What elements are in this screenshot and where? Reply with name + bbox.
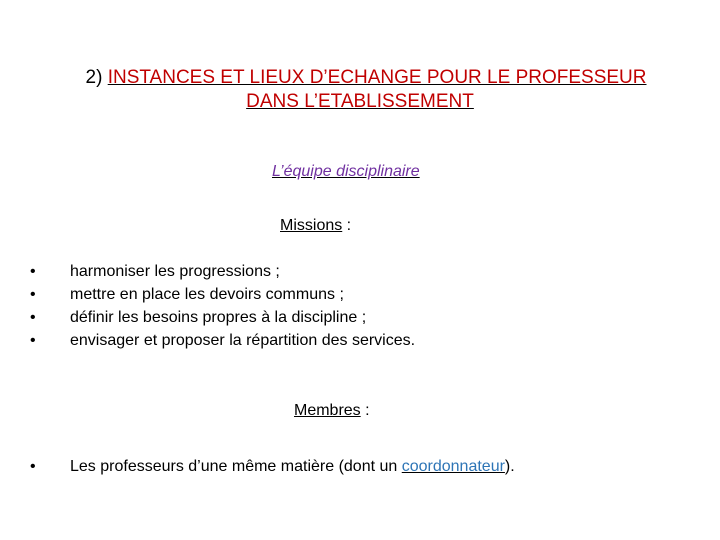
bullet-icon: •	[30, 332, 36, 349]
title-line-1	[0, 66, 720, 90]
missions-heading	[280, 217, 351, 235]
list-item	[30, 455, 515, 478]
coordonnateur-highlight: coordonnateur	[401, 458, 505, 475]
mission-text: mettre en place les devoirs communs ;	[70, 286, 344, 303]
bullet-icon: •	[30, 286, 36, 303]
mission-text: harmoniser les progressions ;	[70, 263, 280, 280]
member-text-prefix: Les professeurs d’une même matière (dont un	[70, 458, 402, 475]
list-item	[30, 306, 415, 329]
membres-heading	[294, 402, 370, 420]
list-item	[30, 283, 415, 306]
membres-label: Membres	[294, 402, 361, 419]
title-line-2	[0, 90, 720, 114]
missions-label: Missions	[280, 217, 343, 234]
bullet-icon: •	[30, 458, 36, 475]
membres-colon: :	[360, 402, 370, 419]
mission-text: définir les besoins propres à la discipline ;	[70, 309, 367, 326]
bullet-icon: •	[30, 309, 36, 326]
page-title	[0, 66, 720, 114]
missions-colon: :	[342, 217, 352, 234]
title-number: 2)	[85, 67, 103, 88]
section-subtitle: L’équipe disciplinaire	[272, 163, 420, 180]
missions-list	[30, 260, 415, 352]
bullet-icon: •	[30, 263, 36, 280]
title-text-2: DANS L’ETABLISSEMENT	[246, 91, 474, 112]
members-list	[30, 455, 515, 478]
mission-text: envisager et proposer la répartition des services.	[70, 332, 416, 349]
title-text-1: INSTANCES ET LIEUX D’ECHANGE POUR LE PROFESSEUR	[107, 67, 647, 88]
list-item	[30, 260, 415, 283]
list-item	[30, 329, 415, 352]
member-text-suffix: ).	[504, 458, 515, 475]
